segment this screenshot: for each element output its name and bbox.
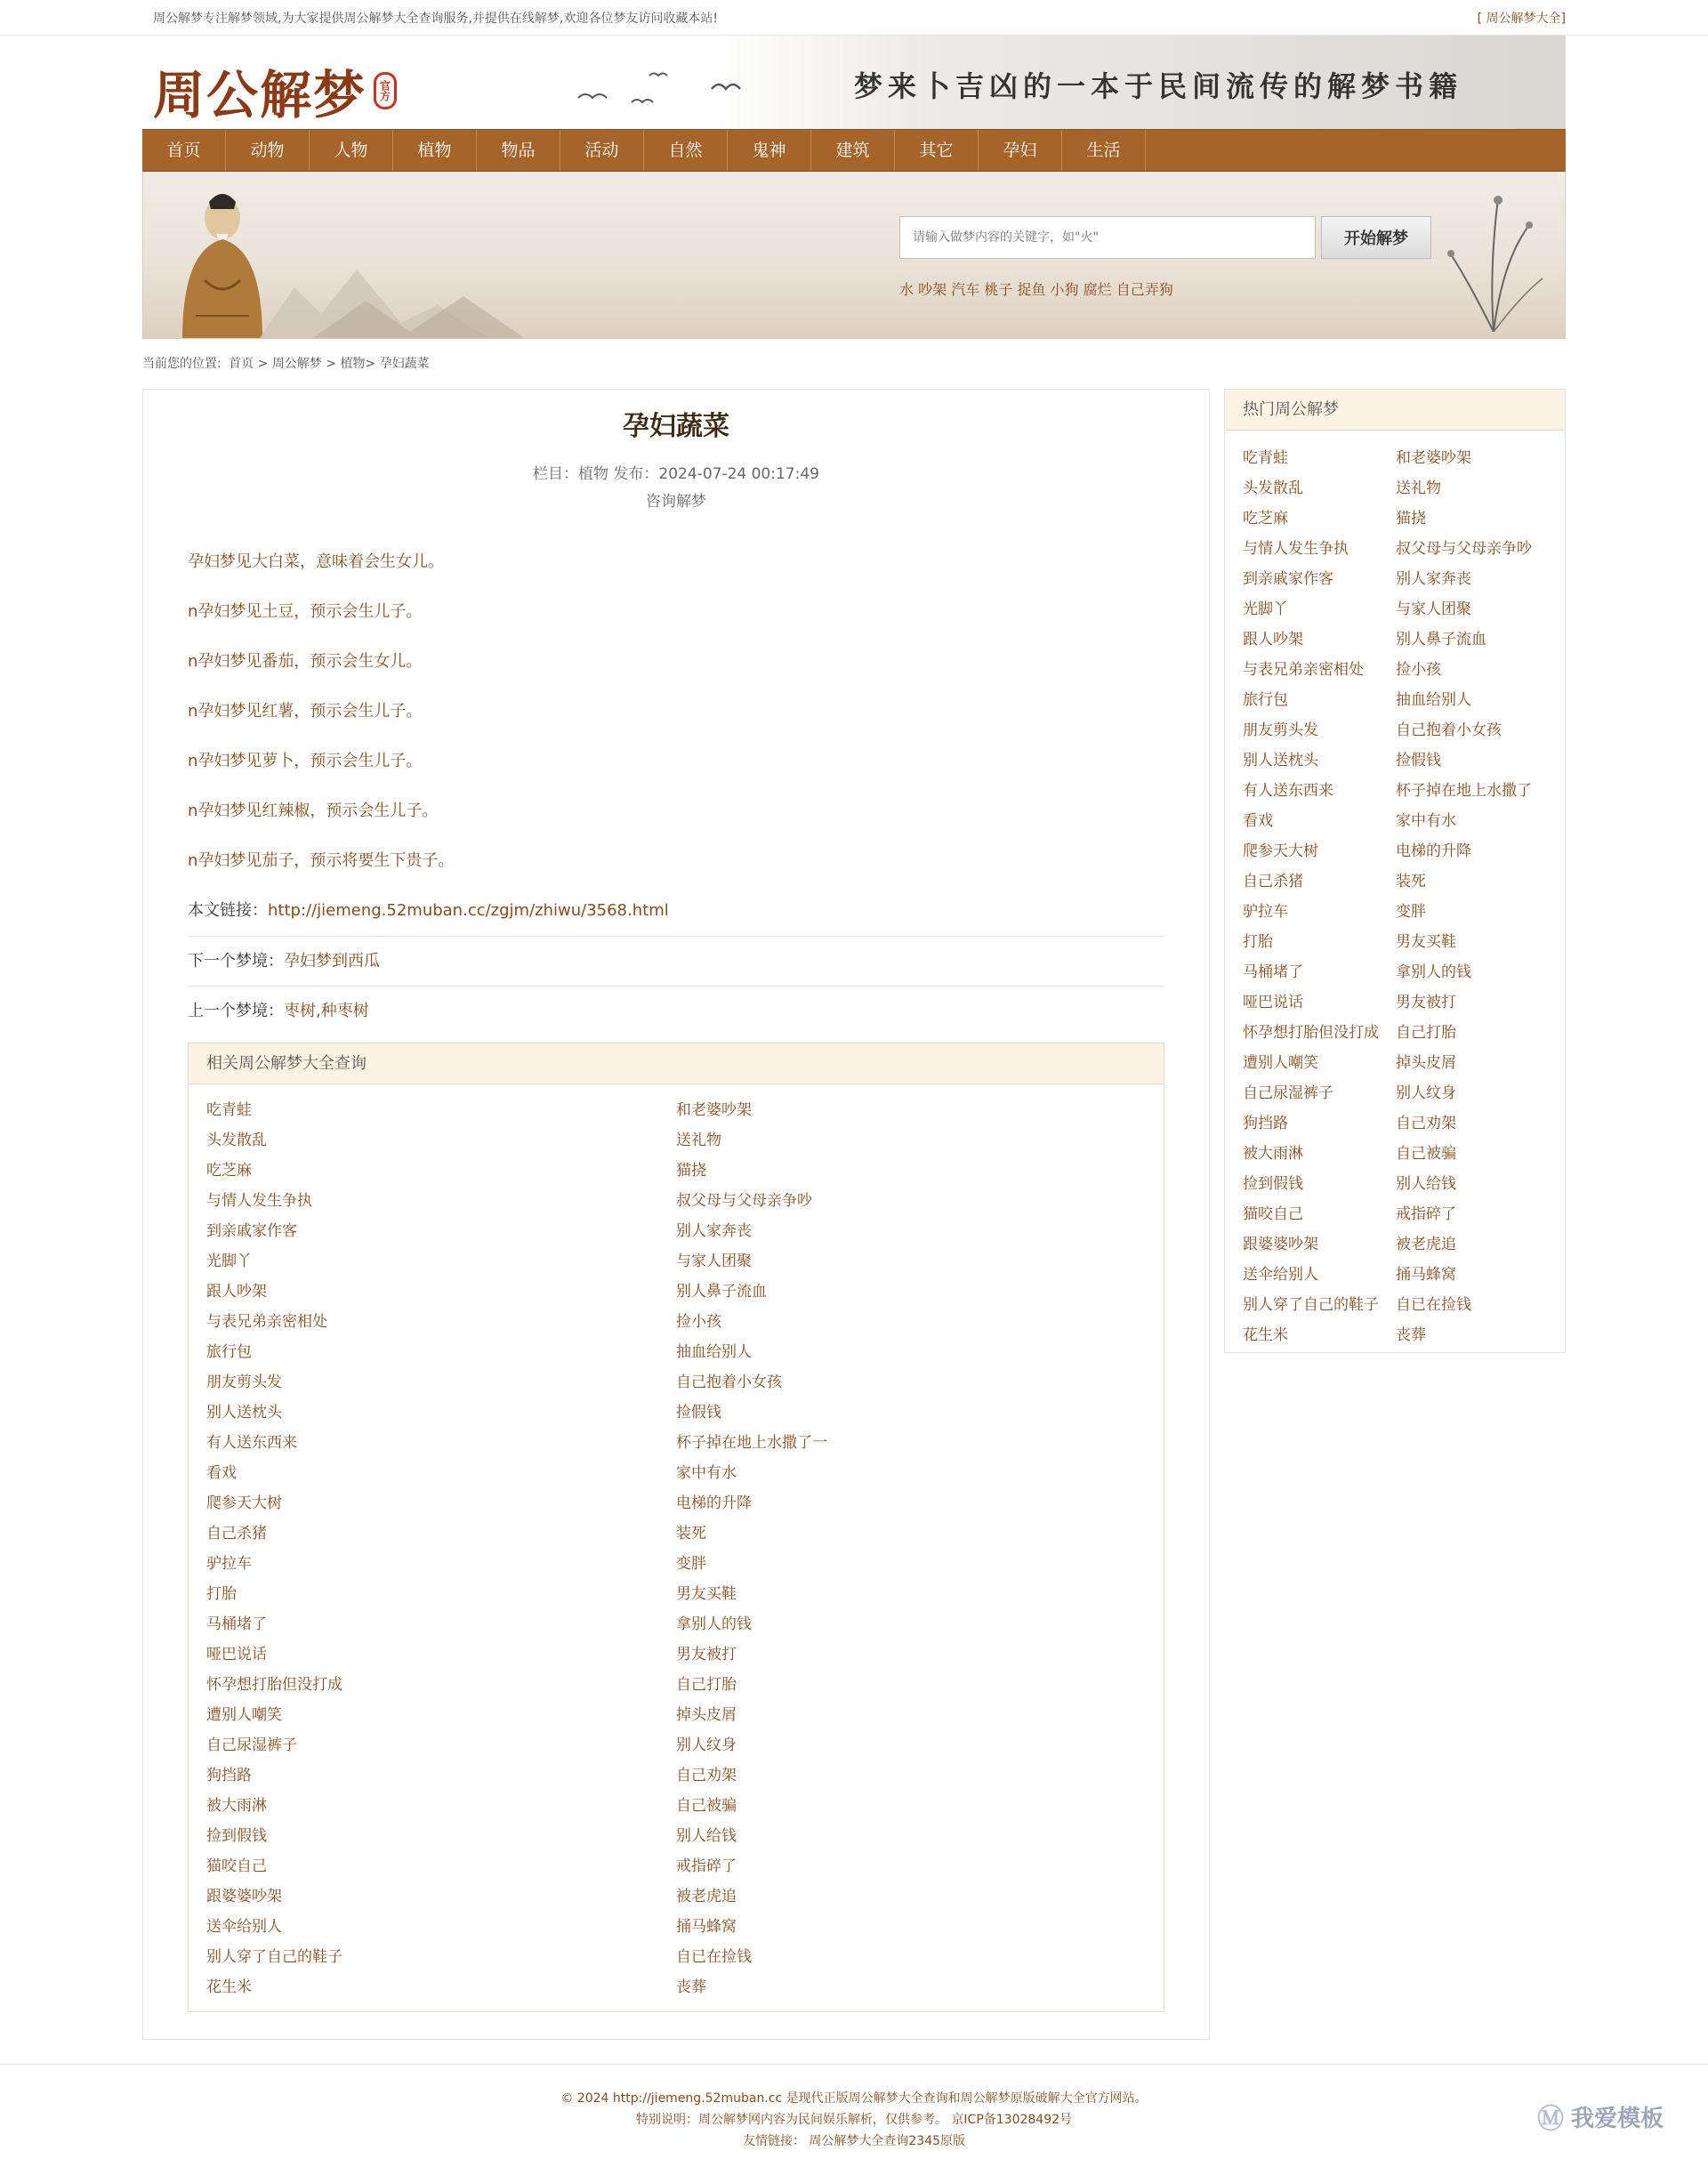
dream-link[interactable]: 送礼物 [1396, 479, 1441, 497]
article-paragraph: n孕妇梦见茄子，预示将要生下贵子。 [188, 851, 455, 870]
welcome-text: 周公解梦专注解梦领域,为大家提供周公解梦大全查询服务,并提供在线解梦,欢迎各位梦友访问收藏本站! [153, 12, 718, 26]
dream-link[interactable]: 抽血给别人 [1396, 691, 1471, 709]
dream-link[interactable]: 变胖 [1396, 903, 1426, 921]
hot-dreams-title: 热门周公解梦 [1225, 390, 1565, 431]
dream-link[interactable]: 别人家奔丧 [1396, 570, 1471, 588]
dream-link[interactable]: 吃芝麻 [206, 1162, 252, 1180]
dream-link[interactable]: 跟婆婆吵架 [206, 1888, 282, 1905]
prev-dream [188, 986, 1164, 1035]
dream-link[interactable]: 自己劝架 [676, 1767, 737, 1784]
dream-link[interactable]: 丧葬 [1396, 1326, 1426, 1344]
dream-link[interactable]: 戒指碎了 [676, 1857, 737, 1875]
nav-item-home[interactable]: 首页 [142, 130, 226, 171]
dream-link[interactable]: 被大雨淋 [1243, 1145, 1303, 1163]
dream-link[interactable]: 吃芝麻 [1243, 510, 1288, 528]
nav-item-objects[interactable]: 物品 [477, 130, 560, 171]
dream-link[interactable]: 自己打胎 [676, 1676, 737, 1694]
nav-item-others[interactable]: 其它 [895, 130, 979, 171]
article-paragraph: 孕妇梦见大白菜，意味着会生女儿。 [188, 552, 444, 571]
dream-link[interactable]: 叔父母与父母亲争吵 [1396, 540, 1532, 558]
dream-link[interactable]: 别人纹身 [1396, 1084, 1456, 1102]
dream-link[interactable]: 别人给钱 [1396, 1175, 1456, 1193]
dream-link[interactable]: 跟人吵架 [206, 1283, 267, 1301]
footer-friend-links[interactable]: 友情链接： 周公解梦大全查询2345原版 [742, 2134, 966, 2148]
dream-link[interactable]: 杯子掉在地上水撒了 [1396, 782, 1532, 800]
dream-link[interactable]: 别人送枕头 [206, 1404, 282, 1422]
breadcrumb-current: 孕妇蔬菜 [379, 357, 430, 371]
nav-item-ghosts[interactable]: 鬼神 [728, 130, 811, 171]
dream-link[interactable]: 打胎 [1243, 933, 1273, 951]
article-title: 孕妇蔬菜 [623, 411, 729, 442]
dream-link[interactable]: 与情人发生争执 [1243, 540, 1349, 558]
dream-link[interactable]: 头发散乱 [206, 1132, 267, 1149]
dream-link[interactable]: 与表兄弟亲密相处 [206, 1313, 327, 1331]
dream-link[interactable]: 爬参天大树 [1243, 842, 1318, 860]
footer [0, 2064, 1708, 2175]
hot-keyword[interactable]: 腐烂 [1083, 281, 1112, 298]
dream-link[interactable]: 捡假钱 [1396, 752, 1441, 769]
logo-text: 周公解梦 [153, 65, 367, 125]
dream-link[interactable]: 捡到假钱 [1243, 1175, 1303, 1193]
dream-link[interactable]: 捅马蜂窝 [676, 1918, 737, 1936]
dream-link[interactable]: 自己打胎 [1396, 1024, 1456, 1042]
dream-link[interactable]: 自己尿湿裤子 [206, 1736, 297, 1754]
search-button[interactable]: 开始解梦 [1321, 216, 1431, 259]
article-body [188, 537, 1164, 936]
dream-link[interactable]: 狗挡路 [206, 1767, 252, 1784]
nav-item-people[interactable]: 人物 [310, 130, 393, 171]
dream-link[interactable]: 捡假钱 [676, 1404, 721, 1422]
official-seal: 官方 [374, 72, 397, 109]
dream-link[interactable]: 自已在捡钱 [1396, 1296, 1471, 1314]
dream-link[interactable]: 叔父母与父母亲争吵 [676, 1192, 812, 1210]
article-meta: 栏目：植物 发布：2024-07-24 00:17:49 [533, 465, 819, 483]
article-paragraph: n孕妇梦见红辣椒，预示会生儿子。 [188, 802, 439, 820]
dream-link[interactable]: 捡小孩 [1396, 661, 1441, 679]
hot-keyword[interactable]: 捉鱼 [1017, 281, 1046, 298]
dream-link[interactable]: 猫咬自己 [206, 1857, 267, 1875]
dream-link[interactable]: 男友买鞋 [1396, 933, 1456, 951]
dream-link[interactable]: 和老婆吵架 [1396, 449, 1471, 467]
dream-link[interactable]: 别人穿了自己的鞋子 [1243, 1296, 1379, 1314]
dream-link[interactable]: 猫挠 [676, 1162, 706, 1180]
dream-link[interactable]: 到亲戚家作客 [1243, 570, 1333, 588]
article-paragraph: n孕妇梦见番茄，预示会生女儿。 [188, 652, 423, 671]
dream-link[interactable]: 爬参天大树 [206, 1494, 282, 1512]
dream-link[interactable]: 别人家奔丧 [676, 1222, 752, 1240]
hot-dreams-list [1225, 431, 1565, 1350]
article-paragraph: n孕妇梦见萝卜，预示会生儿子。 [188, 752, 423, 770]
dream-link[interactable]: 家中有水 [1396, 812, 1456, 830]
footer-copyright: © 2024 http://jiemeng.52muban.cc 是现代正版周公解梦大全查询和周公解梦原版破解大全官方网站。 [560, 2091, 1148, 2106]
prev-dream-link[interactable]: 枣树,种枣树 [284, 1002, 369, 1020]
related-dreams-list [189, 1084, 1164, 2011]
dream-link[interactable]: 有人送东西来 [206, 1434, 297, 1452]
dream-link[interactable]: 自己杀猪 [1243, 873, 1303, 890]
dream-link[interactable]: 马桶堵了 [206, 1615, 267, 1633]
quick-link-dream-encyclopedia[interactable]: [ 周公解梦大全] [1477, 12, 1566, 26]
dream-link[interactable]: 家中有水 [676, 1464, 737, 1482]
dream-link[interactable]: 怀孕想打胎但没打成 [1243, 1024, 1379, 1042]
watermark-logo [1537, 2097, 1664, 2136]
dream-link[interactable]: 别人鼻子流血 [1396, 631, 1486, 648]
orchid-illustration [1440, 181, 1547, 332]
related-dreams-panel [188, 1043, 1164, 2012]
dream-link[interactable]: 遭别人嘲笑 [206, 1706, 282, 1724]
dream-link[interactable]: 朋友剪头发 [1243, 721, 1318, 739]
main-content [142, 389, 1566, 2063]
dream-link[interactable]: 狗挡路 [1243, 1115, 1288, 1132]
dream-link[interactable]: 掉头皮屑 [676, 1706, 737, 1724]
article-link-line [188, 886, 1164, 936]
hot-keyword[interactable]: 吵架 [918, 281, 947, 298]
dream-link[interactable]: 吃青蛙 [1243, 449, 1288, 467]
dream-link[interactable]: 光脚丫 [1243, 600, 1288, 618]
header [142, 36, 1566, 129]
dream-link[interactable]: 猫挠 [1396, 510, 1426, 528]
dream-link[interactable]: 马桶堵了 [1243, 963, 1303, 981]
dream-link[interactable]: 打胎 [206, 1585, 237, 1603]
watermark-text: 我爱模板 [1570, 2105, 1664, 2132]
next-dream [188, 936, 1164, 986]
article-link-label: 本文链接： [188, 901, 268, 920]
breadcrumb-plants[interactable]: 植物> [340, 357, 376, 371]
nav-item-nature[interactable]: 自然 [644, 130, 728, 171]
dream-link[interactable]: 与情人发生争执 [206, 1192, 312, 1210]
dream-link[interactable]: 自己被骗 [1396, 1145, 1456, 1163]
dream-link[interactable]: 遭别人嘲笑 [1243, 1054, 1318, 1072]
dream-link[interactable]: 男友被打 [676, 1646, 737, 1663]
consult-link[interactable]: 咨询解梦 [646, 493, 706, 511]
dream-link[interactable]: 拿别人的钱 [676, 1615, 752, 1633]
dream-link[interactable]: 男友买鞋 [676, 1585, 737, 1603]
dream-link[interactable]: 驴拉车 [206, 1555, 252, 1573]
dream-link[interactable]: 被老虎追 [676, 1888, 737, 1905]
dream-link[interactable]: 有人送东西来 [1243, 782, 1333, 800]
breadcrumb-home[interactable]: 首页 > [229, 357, 269, 371]
dream-link[interactable]: 自已在捡钱 [676, 1948, 752, 1966]
dream-link[interactable]: 别人纹身 [676, 1736, 737, 1754]
dream-link[interactable]: 花生米 [206, 1978, 252, 1996]
article-paragraph: n孕妇梦见红薯，预示会生儿子。 [188, 702, 423, 721]
dream-link[interactable]: 到亲戚家作客 [206, 1222, 297, 1240]
dream-link[interactable]: 自己杀猪 [206, 1525, 267, 1543]
dream-link[interactable]: 别人鼻子流血 [676, 1283, 767, 1301]
nav-item-activities[interactable]: 活动 [560, 130, 644, 171]
site-logo[interactable] [153, 53, 397, 128]
hot-keyword[interactable]: 自己弄狗 [1116, 281, 1173, 298]
breadcrumb-label: 当前您的位置: [142, 357, 222, 371]
dream-link[interactable]: 送伞给别人 [206, 1918, 282, 1936]
dream-link[interactable]: 花生米 [1243, 1326, 1288, 1344]
dream-link[interactable]: 变胖 [676, 1555, 706, 1573]
main-nav [142, 129, 1566, 172]
dream-link[interactable]: 哑巴说话 [1243, 994, 1303, 1011]
mountain-landscape-illustration [259, 252, 570, 339]
search-input[interactable] [899, 216, 1316, 259]
footer-notice: 特别说明：周公解梦网内容为民间娱乐解析，仅供参考。 京ICP备13028492号 [635, 2113, 1073, 2127]
dream-link[interactable]: 猫咬自己 [1243, 1205, 1303, 1223]
dream-link[interactable]: 驴拉车 [1243, 903, 1288, 921]
dream-link[interactable]: 吃青蛙 [206, 1101, 252, 1119]
dream-link[interactable]: 抽血给别人 [676, 1343, 752, 1361]
dream-link[interactable]: 朋友剪头发 [206, 1373, 282, 1391]
dream-link[interactable]: 拿别人的钱 [1396, 963, 1471, 981]
dream-link[interactable]: 自己被骗 [676, 1797, 737, 1815]
dream-link[interactable]: 旅行包 [1243, 691, 1288, 709]
hot-keywords [899, 278, 1173, 299]
hot-dreams-sidebar [1224, 389, 1566, 1353]
dream-link[interactable]: 怀孕想打胎但没打成 [206, 1676, 342, 1694]
article-link-url[interactable]: http://jiemeng.52muban.cc/zgjm/zhiwu/3568.html [268, 901, 669, 920]
dream-link[interactable]: 被老虎追 [1396, 1236, 1456, 1253]
search-banner [142, 172, 1566, 339]
dream-link[interactable]: 与家人团聚 [1396, 600, 1471, 618]
dream-link[interactable]: 光脚丫 [206, 1253, 252, 1270]
hot-keyword[interactable]: 桃子 [984, 281, 1013, 298]
related-dreams-title: 相关周公解梦大全查询 [189, 1043, 1164, 1084]
dream-link[interactable]: 自己尿湿裤子 [1243, 1084, 1333, 1102]
breadcrumb [142, 339, 1566, 389]
watermark-icon: Ⓜ [1536, 2104, 1564, 2135]
dream-link[interactable]: 电梯的升降 [676, 1494, 752, 1512]
dream-link[interactable]: 跟婆婆吵架 [1243, 1236, 1318, 1253]
dream-link[interactable]: 自己劝架 [1396, 1115, 1456, 1132]
dream-link[interactable]: 捡到假钱 [206, 1827, 267, 1845]
dream-link[interactable]: 戒指碎了 [1396, 1205, 1456, 1223]
next-dream-link[interactable]: 孕妇梦到西瓜 [284, 952, 380, 971]
dream-link[interactable]: 别人送枕头 [1243, 752, 1318, 769]
top-bar [0, 0, 1708, 36]
search-box [899, 216, 1408, 259]
dream-link[interactable]: 跟人吵架 [1243, 631, 1303, 648]
dream-link[interactable]: 装死 [676, 1525, 706, 1543]
breadcrumb-dream[interactable]: 周公解梦 > [271, 357, 336, 371]
dream-link[interactable]: 捡小孩 [676, 1313, 721, 1331]
dream-link[interactable]: 看戏 [1243, 812, 1273, 830]
dream-link[interactable]: 与家人团聚 [676, 1253, 752, 1270]
site-slogan: 梦来卜吉凶的一本于民间流传的解梦书籍 [854, 69, 1463, 103]
dream-link[interactable]: 旅行包 [206, 1343, 252, 1361]
nav-item-buildings[interactable]: 建筑 [811, 130, 895, 171]
dream-link[interactable]: 与表兄弟亲密相处 [1243, 661, 1364, 679]
dream-link[interactable]: 被大雨淋 [206, 1797, 267, 1815]
next-dream-label: 下一个梦境： [188, 952, 284, 971]
nav-item-animals[interactable]: 动物 [226, 130, 310, 171]
dream-link[interactable]: 装死 [1396, 873, 1426, 890]
hot-keyword[interactable]: 汽车 [951, 281, 980, 298]
dream-link[interactable]: 杯子掉在地上水撒了一 [676, 1434, 827, 1452]
dream-link[interactable]: 电梯的升降 [1396, 842, 1471, 860]
dream-link[interactable]: 哑巴说话 [206, 1646, 267, 1663]
nav-item-plants[interactable]: 植物 [393, 130, 477, 171]
dream-link[interactable]: 丧葬 [676, 1978, 706, 1996]
hot-keyword[interactable]: 水 [899, 281, 914, 298]
hot-keyword[interactable]: 小狗 [1050, 281, 1079, 298]
dream-link[interactable]: 自己抱着小女孩 [676, 1373, 782, 1391]
dream-link[interactable]: 别人穿了自己的鞋子 [206, 1948, 342, 1966]
dream-link[interactable]: 头发散乱 [1243, 479, 1303, 497]
dream-link[interactable]: 掉头皮屑 [1396, 1054, 1456, 1072]
dream-link[interactable]: 和老婆吵架 [676, 1101, 752, 1119]
dream-link[interactable]: 送礼物 [676, 1132, 721, 1149]
dream-link[interactable]: 男友被打 [1396, 994, 1456, 1011]
dream-link[interactable]: 自己抱着小女孩 [1396, 721, 1502, 739]
dream-link[interactable]: 捅马蜂窝 [1396, 1266, 1456, 1284]
dream-link[interactable]: 送伞给别人 [1243, 1266, 1318, 1284]
nav-item-pregnant[interactable]: 孕妇 [979, 130, 1062, 171]
dream-link[interactable]: 别人给钱 [676, 1827, 737, 1845]
birds-decoration [569, 53, 765, 116]
article [142, 389, 1210, 2040]
article-paragraph: n孕妇梦见土豆，预示会生儿子。 [188, 602, 423, 621]
prev-dream-label: 上一个梦境： [188, 1002, 284, 1020]
nav-item-life[interactable]: 生活 [1062, 130, 1146, 171]
dream-link[interactable]: 看戏 [206, 1464, 237, 1482]
